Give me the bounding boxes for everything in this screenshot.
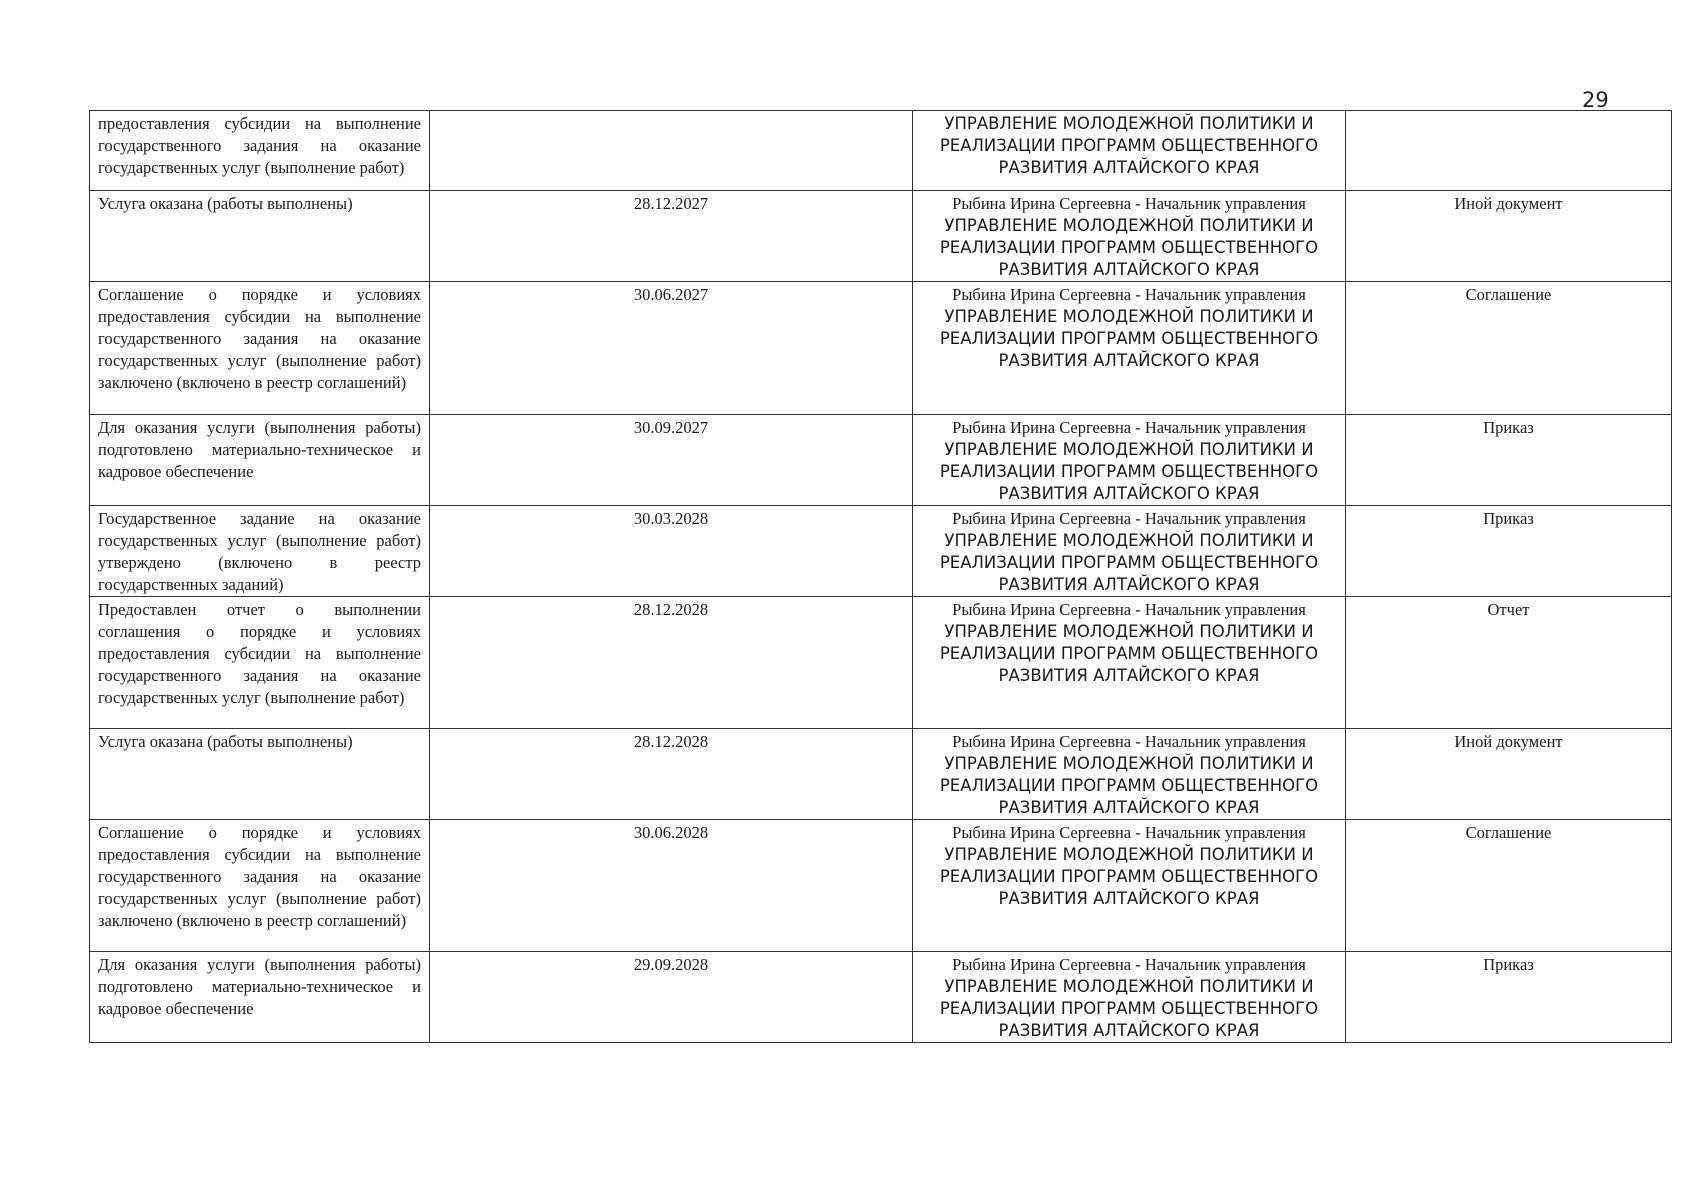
table-row: [90, 111, 1672, 191]
row-document-type: Отчет: [1346, 597, 1672, 729]
responsible-org: УПРАВЛЕНИЕ МОЛОДЕЖНОЙ ПОЛИТИКИ И РЕАЛИЗАЦИИ ПРОГРАММ ОБЩЕСТВЕННОГО РАЗВИТИЯ АЛТАЙСКОГО КРАЯ: [939, 114, 1319, 177]
row-date: 30.06.2028: [430, 820, 913, 952]
row-date: 29.09.2028: [430, 952, 913, 1043]
row-responsible: [913, 820, 1346, 952]
responsible-person: Рыбина Ирина Сергеевна - Начальник управления: [952, 194, 1306, 213]
table-row: [90, 597, 1672, 729]
row-date: 30.06.2027: [430, 282, 913, 415]
responsible-person: Рыбина Ирина Сергеевна - Начальник управления: [952, 823, 1306, 842]
table-row: [90, 415, 1672, 506]
table-row: [90, 282, 1672, 415]
responsible-org: УПРАВЛЕНИЕ МОЛОДЕЖНОЙ ПОЛИТИКИ И РЕАЛИЗАЦИИ ПРОГРАММ ОБЩЕСТВЕННОГО РАЗВИТИЯ АЛТАЙСКОГО КРАЯ: [939, 845, 1319, 908]
row-document-type: Иной документ: [1346, 191, 1672, 282]
row-responsible: [913, 191, 1346, 282]
responsible-person: Рыбина Ирина Сергеевна - Начальник управления: [952, 509, 1306, 528]
responsible-org: УПРАВЛЕНИЕ МОЛОДЕЖНОЙ ПОЛИТИКИ И РЕАЛИЗАЦИИ ПРОГРАММ ОБЩЕСТВЕННОГО РАЗВИТИЯ АЛТАЙСКОГО КРАЯ: [939, 307, 1319, 370]
responsible-person: Рыбина Ирина Сергеевна - Начальник управления: [952, 600, 1306, 619]
row-description: Услуга оказана (работы выполнены): [90, 191, 430, 282]
row-date: 28.12.2027: [430, 191, 913, 282]
responsible-person: Рыбина Ирина Сергеевна - Начальник управления: [952, 418, 1306, 437]
row-document-type: Соглашение: [1346, 282, 1672, 415]
responsible-org: УПРАВЛЕНИЕ МОЛОДЕЖНОЙ ПОЛИТИКИ И РЕАЛИЗАЦИИ ПРОГРАММ ОБЩЕСТВЕННОГО РАЗВИТИЯ АЛТАЙСКОГО КРАЯ: [939, 754, 1319, 817]
table-row: [90, 506, 1672, 597]
responsible-org: УПРАВЛЕНИЕ МОЛОДЕЖНОЙ ПОЛИТИКИ И РЕАЛИЗАЦИИ ПРОГРАММ ОБЩЕСТВЕННОГО РАЗВИТИЯ АЛТАЙСКОГО КРАЯ: [939, 622, 1319, 685]
row-responsible: [913, 952, 1346, 1043]
row-description: Для оказания услуги (выполнения работы) подготовлено материально-техническое и кадровое обеспечение: [90, 952, 430, 1043]
row-date: 28.12.2028: [430, 729, 913, 820]
row-description: Государственное задание на оказание государственных услуг (выполнение работ) утверждено (включено в реестр государственных заданий): [90, 506, 430, 597]
row-document-type: Иной документ: [1346, 729, 1672, 820]
row-document-type: Приказ: [1346, 952, 1672, 1043]
row-description: Предоставлен отчет о выполнении соглашения о порядке и условиях предоставления субсидии на выполнение государственного задания на оказание государственных услуг (выполнение работ): [90, 597, 430, 729]
table-row: [90, 729, 1672, 820]
row-document-type: [1346, 111, 1672, 191]
table-row: [90, 820, 1672, 952]
row-document-type: Соглашение: [1346, 820, 1672, 952]
row-description: предоставления субсидии на выполнение государственного задания на оказание государственных услуг (выполнение работ): [90, 111, 430, 191]
row-description: Для оказания услуги (выполнения работы) подготовлено материально-техническое и кадровое обеспечение: [90, 415, 430, 506]
row-description: Соглашение о порядке и условиях предоставления субсидии на выполнение государственного задания на оказание государственных услуг (выполнение работ) заключено (включено в реестр соглашений): [90, 282, 430, 415]
row-description: Услуга оказана (работы выполнены): [90, 729, 430, 820]
responsible-person: Рыбина Ирина Сергеевна - Начальник управления: [952, 955, 1306, 974]
page-number: 29: [1582, 88, 1609, 112]
table-row: [90, 952, 1672, 1043]
responsible-person: Рыбина Ирина Сергеевна - Начальник управления: [952, 732, 1306, 751]
row-responsible: [913, 506, 1346, 597]
responsible-org: УПРАВЛЕНИЕ МОЛОДЕЖНОЙ ПОЛИТИКИ И РЕАЛИЗАЦИИ ПРОГРАММ ОБЩЕСТВЕННОГО РАЗВИТИЯ АЛТАЙСКОГО КРАЯ: [939, 216, 1319, 279]
responsible-person: Рыбина Ирина Сергеевна - Начальник управления: [952, 285, 1306, 304]
responsible-org: УПРАВЛЕНИЕ МОЛОДЕЖНОЙ ПОЛИТИКИ И РЕАЛИЗАЦИИ ПРОГРАММ ОБЩЕСТВЕННОГО РАЗВИТИЯ АЛТАЙСКОГО КРАЯ: [939, 977, 1319, 1040]
responsible-org: УПРАВЛЕНИЕ МОЛОДЕЖНОЙ ПОЛИТИКИ И РЕАЛИЗАЦИИ ПРОГРАММ ОБЩЕСТВЕННОГО РАЗВИТИЯ АЛТАЙСКОГО КРАЯ: [939, 531, 1319, 594]
responsible-org: УПРАВЛЕНИЕ МОЛОДЕЖНОЙ ПОЛИТИКИ И РЕАЛИЗАЦИИ ПРОГРАММ ОБЩЕСТВЕННОГО РАЗВИТИЯ АЛТАЙСКОГО КРАЯ: [939, 440, 1319, 503]
control-points-table: [89, 110, 1672, 1043]
table-row: [90, 191, 1672, 282]
row-date: 30.03.2028: [430, 506, 913, 597]
row-description: Соглашение о порядке и условиях предоставления субсидии на выполнение государственного задания на оказание государственных услуг (выполнение работ) заключено (включено в реестр соглашений): [90, 820, 430, 952]
row-responsible: [913, 415, 1346, 506]
row-document-type: Приказ: [1346, 506, 1672, 597]
row-responsible: [913, 597, 1346, 729]
row-responsible: [913, 111, 1346, 191]
row-date: 30.09.2027: [430, 415, 913, 506]
row-document-type: Приказ: [1346, 415, 1672, 506]
table-body: [90, 111, 1672, 1043]
row-responsible: [913, 729, 1346, 820]
row-date: [430, 111, 913, 191]
row-responsible: [913, 282, 1346, 415]
row-date: 28.12.2028: [430, 597, 913, 729]
